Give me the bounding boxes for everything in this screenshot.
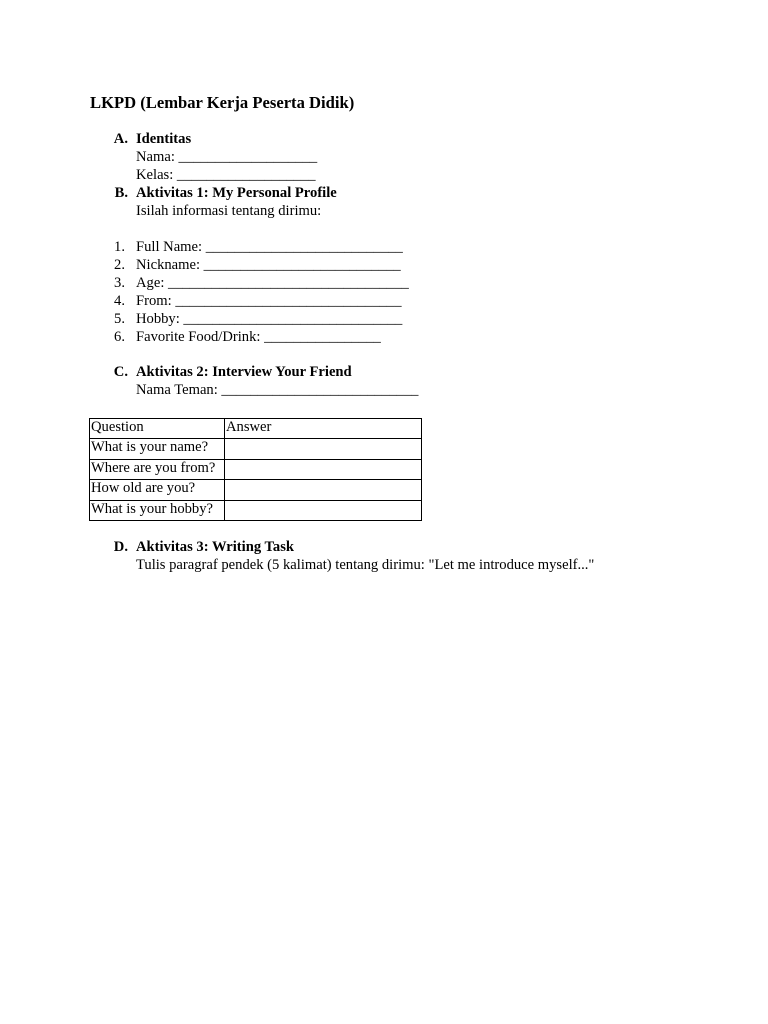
name-field[interactable]: Nama: ___________________ (136, 149, 318, 165)
profile-item-number: 3. (114, 275, 125, 291)
section-d-heading: Aktivitas 3: Writing Task (136, 539, 295, 555)
section-d-marker: D. (113, 539, 128, 555)
table-row (90, 459, 422, 479)
age-field[interactable]: Age: _________________________________ (136, 275, 409, 291)
section-b-marker: B. (114, 185, 128, 201)
friend-name-field[interactable]: Nama Teman: ___________________________ (136, 382, 419, 398)
class-field[interactable]: Kelas: ___________________ (136, 167, 316, 183)
profile-item-number: 2. (114, 257, 125, 273)
answer-cell[interactable] (225, 500, 422, 520)
table-row (90, 500, 422, 520)
from-field[interactable]: From: _______________________________ (136, 293, 402, 309)
question-cell: What is your name? (90, 439, 225, 459)
section-a-marker: A. (113, 131, 128, 147)
hobby-field[interactable]: Hobby: ______________________________ (136, 311, 403, 327)
question-cell: What is your hobby? (90, 500, 225, 520)
profile-item-number: 1. (114, 239, 125, 255)
table-row (90, 439, 422, 459)
question-cell: Where are you from? (90, 459, 225, 479)
question-cell: How old are you? (90, 480, 225, 500)
answer-cell[interactable] (225, 459, 422, 479)
section-c-heading: Aktivitas 2: Interview Your Friend (136, 364, 352, 380)
profile-item-number: 6. (114, 329, 125, 345)
table-row (90, 480, 422, 500)
answer-column-header: Answer (225, 419, 422, 439)
favorite-food-field[interactable]: Favorite Food/Drink: ________________ (136, 329, 381, 345)
nickname-field[interactable]: Nickname: ___________________________ (136, 257, 401, 273)
section-a-heading: Identitas (136, 131, 192, 147)
question-column-header: Question (90, 419, 225, 439)
profile-item-number: 5. (114, 311, 125, 327)
answer-cell[interactable] (225, 439, 422, 459)
section-c-marker: C. (113, 364, 128, 380)
section-d-instruction: Tulis paragraf pendek (5 kalimat) tentang dirimu: "Let me introduce myself..." (136, 557, 595, 573)
section-b-instruction: Isilah informasi tentang dirimu: (136, 203, 322, 219)
profile-item-number: 4. (114, 293, 125, 309)
section-b-heading: Aktivitas 1: My Personal Profile (136, 185, 337, 201)
table-header-row (90, 419, 422, 439)
full-name-field[interactable]: Full Name: ___________________________ (136, 239, 403, 255)
document-title: LKPD (Lembar Kerja Peserta Didik) (90, 93, 355, 112)
interview-table (89, 418, 422, 521)
answer-cell[interactable] (225, 480, 422, 500)
